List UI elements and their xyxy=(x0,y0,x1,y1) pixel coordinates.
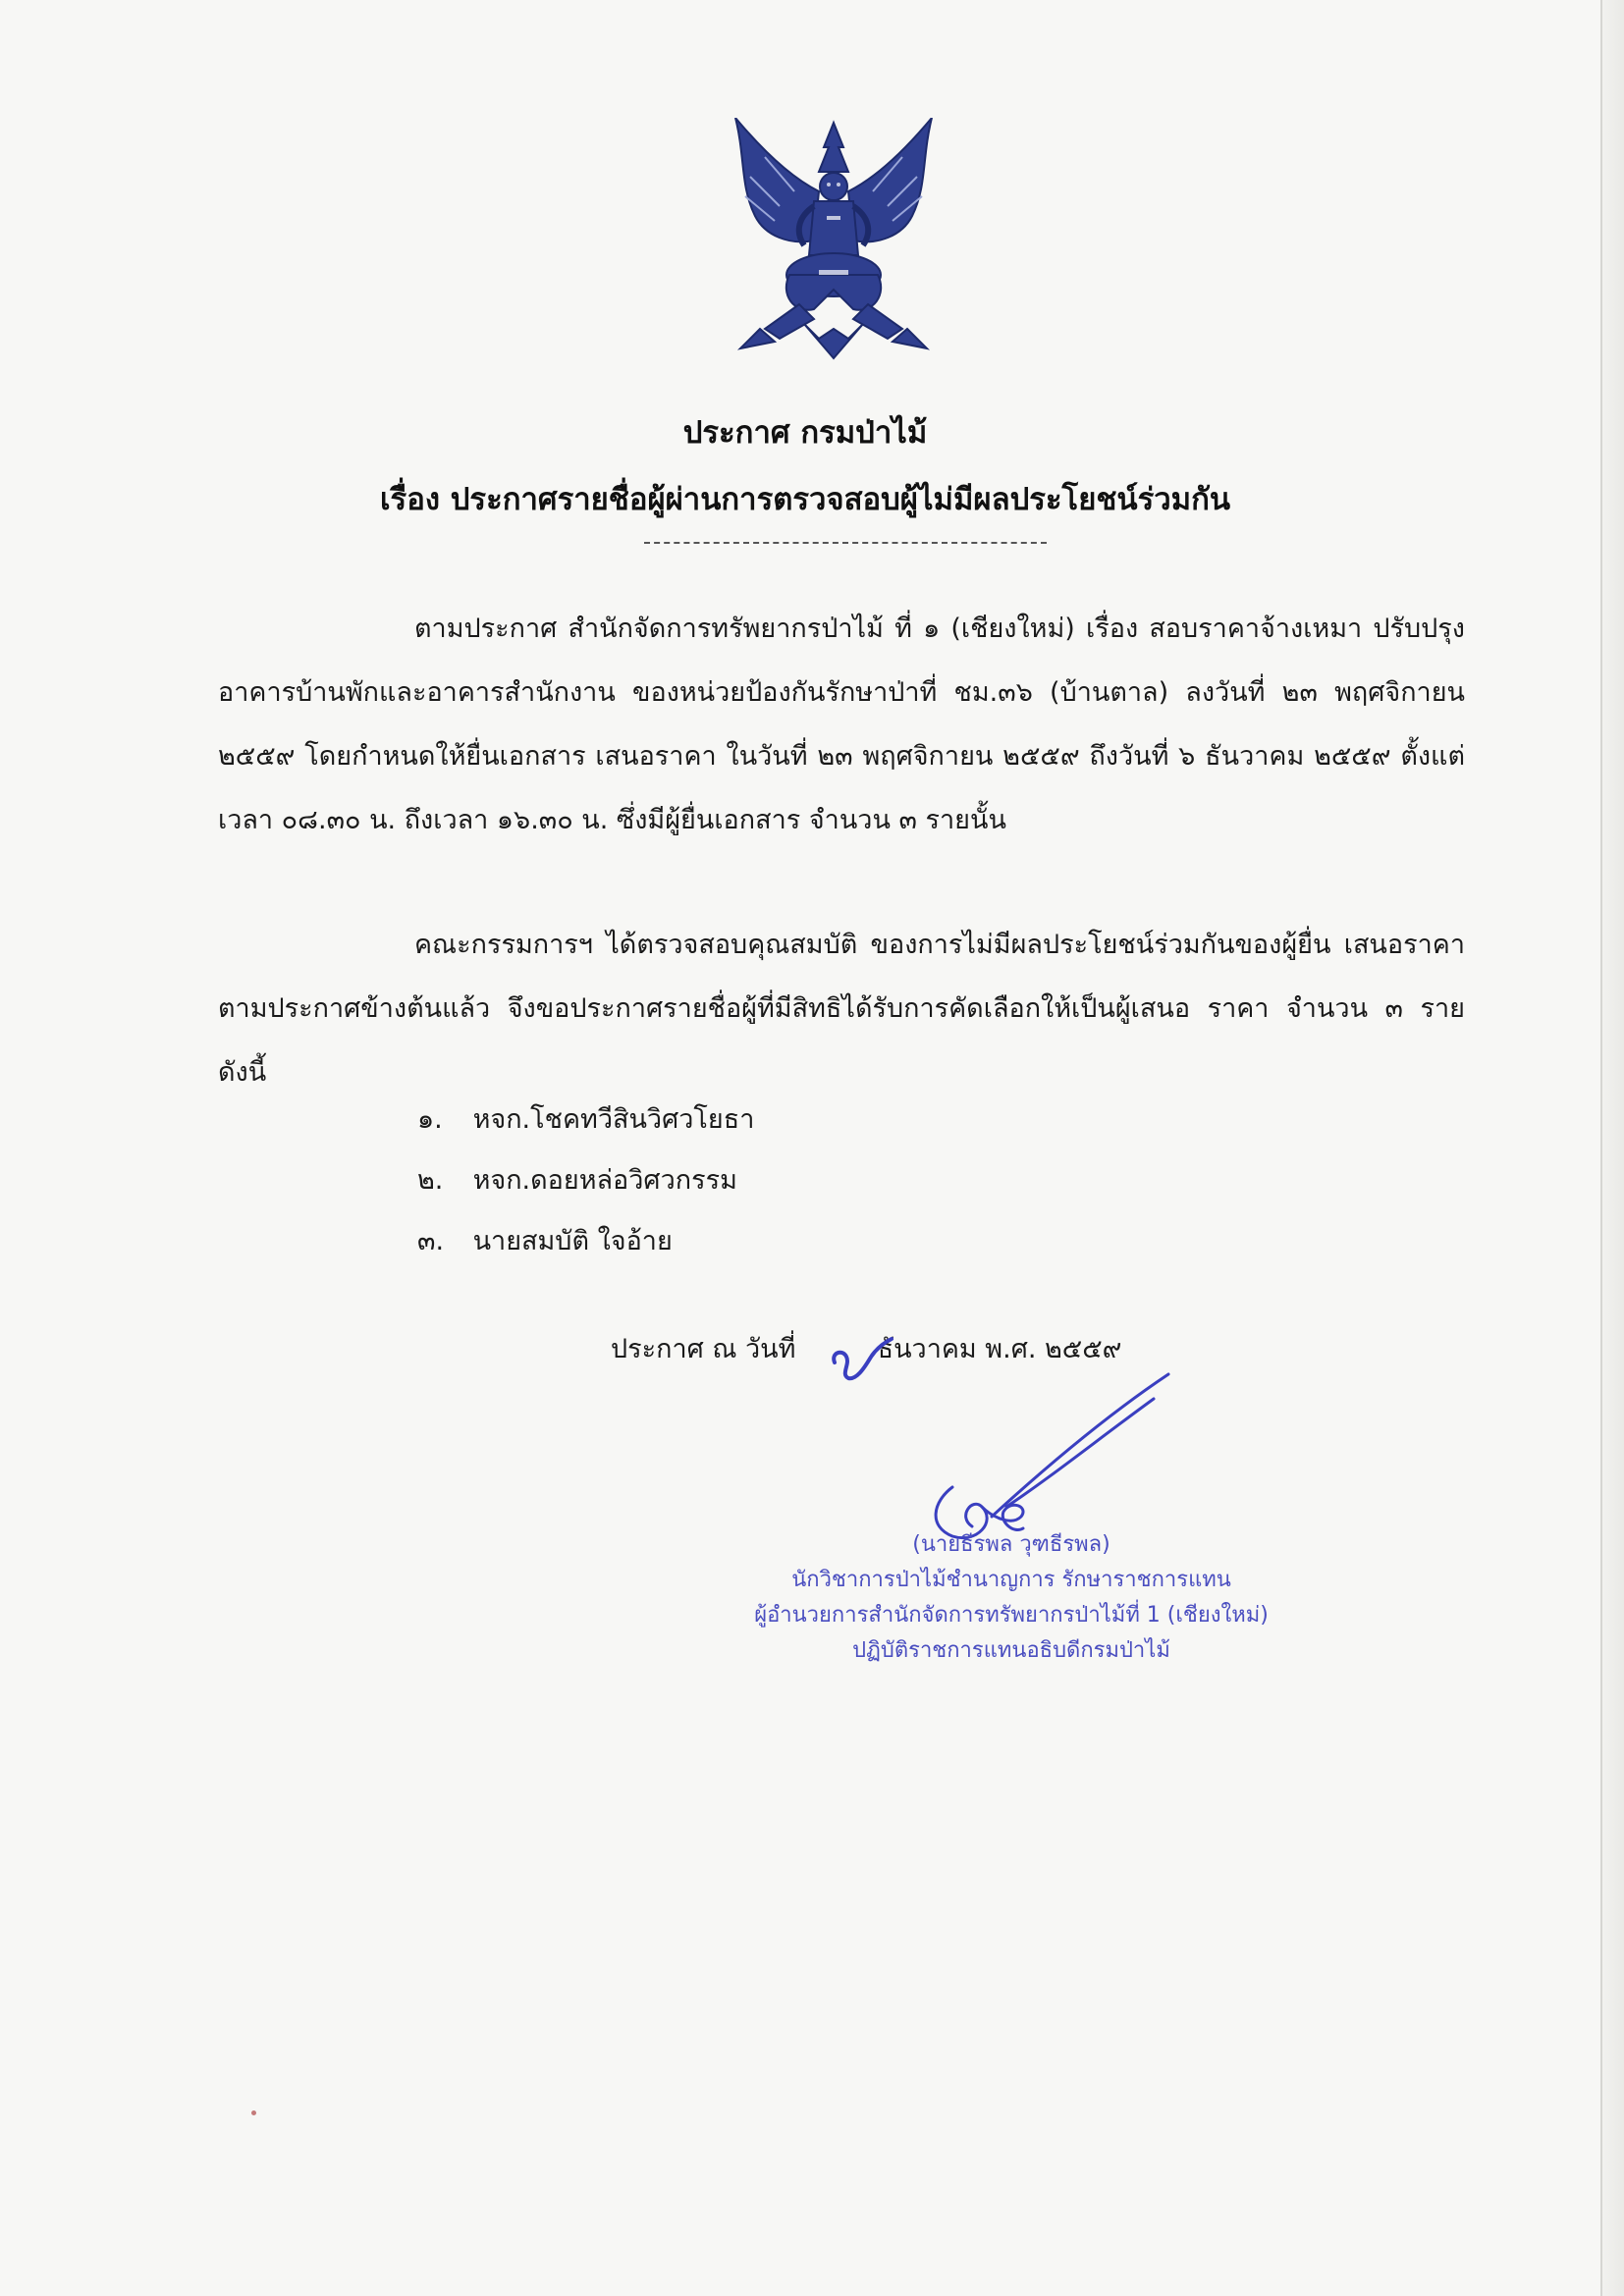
signatory-name: (นายธีรพล วุฑธีรพล) xyxy=(912,1532,1110,1557)
title-divider xyxy=(644,542,1047,544)
date-suffix: ธันวาคม พ.ศ. ๒๕๕๙ xyxy=(877,1334,1122,1364)
list-item-number: ๒. xyxy=(417,1165,444,1196)
page-edge xyxy=(1600,0,1624,2296)
list-item-name: นายสมบัติ ใจอ้าย xyxy=(472,1226,673,1256)
paragraph-1-text: ตามประกาศ สำนักจัดการทรัพยากรป่าไม้ ที่ ๑ (เชียงใหม่) เรื่อง สอบราคาจ้างเหมา ปรับปรุงอาคารบ้านพักและอาคารสำนักงาน ของหน่วยป้องกันรักษาป่าที่ ชม.๓๖ (บ้านตาล) ลงวันที่ ๒๓ พฤศจิกายน ๒๕๕๙ โดยกำหนดให้ยื่นเอกสาร เสนอราคา ในวันที่ ๒๓ พฤศจิกายน ๒๕๕๙ ถึงวันที่ ๖ ธันวาคม ๒๕๕๙ ตั้งแต่เวลา ๐๘.๓๐ น. ถึงเวลา ๑๖.๓๐ น. ซึ่งมีผู้ยื่นเอกสาร จำนวน ๓ รายนั้น xyxy=(218,614,1465,835)
bidder-list xyxy=(417,1090,754,1272)
list-item-number: ๑. xyxy=(417,1104,443,1135)
signatory-block xyxy=(687,1527,1335,1669)
paragraph-1 xyxy=(218,597,1465,852)
list-item xyxy=(417,1090,754,1150)
signatory-position: นักวิชาการป่าไม้ชำนาญการ รักษาราชการแทน xyxy=(791,1568,1231,1592)
list-item xyxy=(417,1211,754,1272)
signatory-position: ปฏิบัติราชการแทนอธิบดีกรมป่าไม้ xyxy=(852,1638,1170,1663)
list-item-name: หจก.โชคทวีสินวิศวโยธา xyxy=(472,1104,755,1135)
signatory-position: ผู้อำนวยการสำนักจัดการทรัพยากรป่าไม้ที่ 1 (เชียงใหม่) xyxy=(754,1603,1269,1628)
list-item-number: ๓. xyxy=(417,1226,445,1256)
garuda-emblem-icon xyxy=(721,118,947,363)
paragraph-2 xyxy=(218,913,1465,1104)
handwritten-day xyxy=(827,1335,895,1384)
date-prefix: ประกาศ ณ วันที่ xyxy=(611,1334,796,1364)
paragraph-2-text: คณะกรรมการฯ ได้ตรวจสอบคุณสมบัติ ของการไม่มีผลประโยชน์ร่วมกันของผู้ยื่น เสนอราคาตามประกาศข้างต้นแล้ว จึงขอประกาศรายชื่อผู้ที่มีสิทธิได้รับการคัดเลือกให้เป็นผู้เสนอ ราคา จำนวน ๓ ราย ดังนี้ xyxy=(218,930,1465,1088)
announcement-subject: เรื่อง ประกาศรายชื่อผู้ผ่านการตรวจสอบผู้ไม่มีผลประโยชน์ร่วมกัน xyxy=(379,482,1231,517)
list-item xyxy=(417,1150,754,1211)
announcement-title: ประกาศ กรมป่าไม้ xyxy=(682,415,928,451)
scan-speck xyxy=(251,2110,256,2115)
list-item-name: หจก.ดอยหล่อวิศวกรรม xyxy=(472,1165,737,1196)
